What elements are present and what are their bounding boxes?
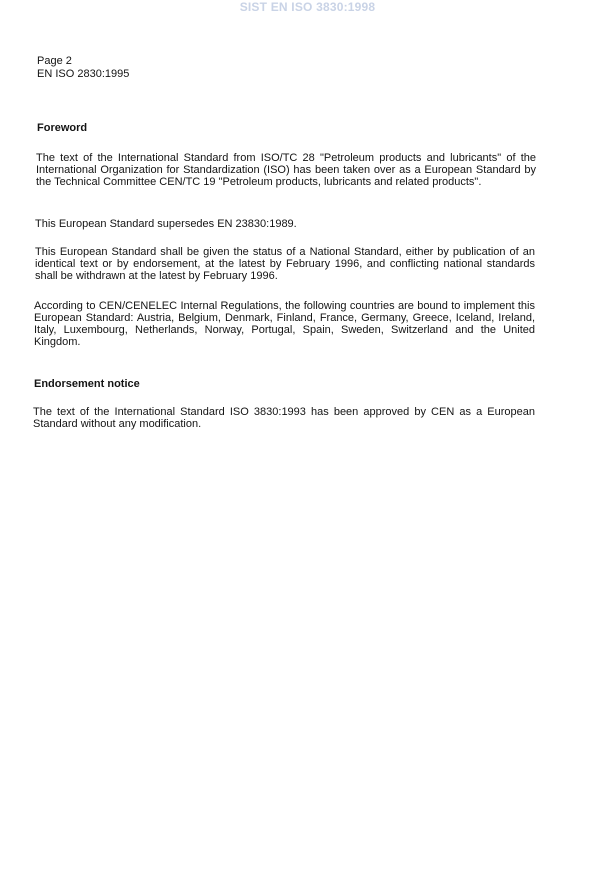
standard-number: EN ISO 2830:1995 xyxy=(37,68,130,80)
page-number: Page 2 xyxy=(37,55,72,67)
endorsement-heading: Endorsement notice xyxy=(34,378,140,390)
foreword-paragraph-3: This European Standard shall be given the status of a National Standard, either by publication of an identical text or by endorsement, at the latest by February 1996, and conflicting national standards shall be withdrawn at the latest by February 1996. xyxy=(35,246,535,282)
foreword-paragraph-4: According to CEN/CENELEC Internal Regulations, the following countries are bound to implement this European Standard: Austria, Belgium, Denmark, Finland, France, Germany, Greece, Iceland, Ireland, Italy, Luxembourg, Netherlands, Norway, Portugal, Spain, Sweden, Switzerland and the United Kingdom. xyxy=(34,300,535,348)
page-header xyxy=(37,55,129,81)
foreword-paragraph-1: The text of the International Standard from ISO/TC 28 "Petroleum products and lubricants" of the International Organization for Standardization (ISO) has been taken over as a European Standard by the Technical Committee CEN/TC 19 "Petroleum products, lubricants and related products". xyxy=(36,152,536,188)
endorsement-paragraph: The text of the International Standard ISO 3830:1993 has been approved by CEN as a European Standard without any modification. xyxy=(33,406,535,430)
foreword-paragraph-2: This European Standard supersedes EN 23830:1989. xyxy=(35,218,297,230)
foreword-heading: Foreword xyxy=(37,122,88,134)
watermark: SIST EN ISO 3830:1998 xyxy=(239,0,376,14)
